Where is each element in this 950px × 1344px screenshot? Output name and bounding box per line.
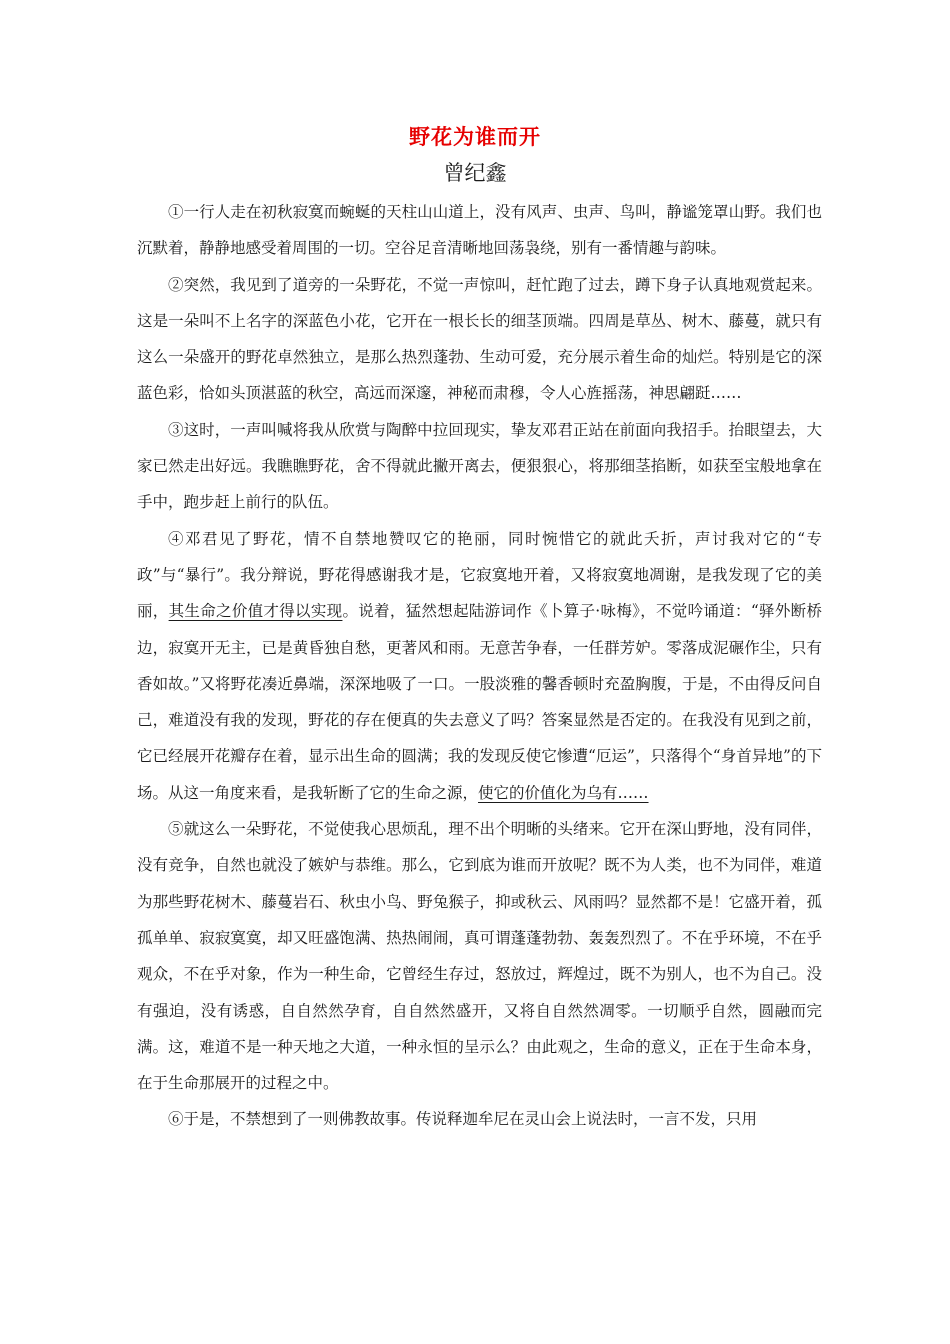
paragraph-4 — [137, 521, 822, 811]
underlined-phrase: 使它的价值化为乌有…… — [478, 783, 649, 802]
paragraph-1 — [137, 194, 822, 267]
paragraph-text: ⑤就这么一朵野花，不觉使我心思烦乱，理不出个明晰的头绪来。它开在深山野地，没有同伴，没有竞争，自然也就没了嫉妒与恭维。那么，它到底为谁而开放呢？既不为人类，也不为同伴，难道为那些野花树木、藤蔓岩石、秋虫小鸟、野兔猴子，抑或秋云、风雨吗？显然都不是！它盛开着，孤孤单单、寂寂寞寞，却又旺盛饱满、热热闹闹，真可谓蓬蓬勃勃、轰轰烈烈了。不在乎环境，不在乎观众，不在乎对象，作为一种生命，它曾经生存过，怒放过，辉煌过，既不为别人，也不为自己。没有强迫，没有诱惑，自自然然孕育，自自然然盛开，又将自自然然凋零。一切顺乎自然，圆融而完满。这，难道不是一种天地之大道，一种永恒的呈示么？由此观之，生命的意义，正在于生命本身，在于生命那展开的过程之中。 — [137, 820, 822, 1093]
paragraph-6 — [137, 1101, 822, 1137]
paragraph-2 — [137, 267, 822, 412]
article-body — [137, 194, 822, 1138]
paragraph-5 — [137, 811, 822, 1101]
underlined-phrase: 其生命之价值才得以实现 — [168, 602, 343, 621]
paragraph-text: ①一行人走在初秋寂寞而蜿蜒的天柱山山道上，没有风声、虫声、鸟叫，静谧笼罩山野。我们也沉默着，静静地感受着周围的一切。空谷足音清晰地回荡袅绕，别有一番情趣与韵味。 — [137, 203, 822, 258]
paragraph-text: ④邓君见了野花，情不自禁地赞叹它的艳丽，同时惋惜它的就此夭折，声讨我对它的“专政”与“暴行”。我分辩说，野花得感谢我才是，它寂寞地开着，又将寂寞地凋谢，是我发现了它的美丽， — [137, 529, 822, 621]
paragraph-3 — [137, 412, 822, 521]
author-name: 曾纪鑫 — [443, 161, 507, 185]
paragraph-text: ⑥于是，不禁想到了一则佛教故事。传说释迦牟尼在灵山会上说法时，一言不发，只用 — [168, 1110, 758, 1129]
document-title: 野花为谁而开 — [409, 124, 541, 149]
paragraph-text: ②突然，我见到了道旁的一朵野花，不觉一声惊叫，赶忙跑了过去，蹲下身子认真地观赏起来。这是一朵叫不上名字的深蓝色小花，它开在一根长长的细茎顶端。四周是草丛、树木、藤蔓，就只有这么一朵盛开的野花卓然独立，是那么热烈蓬勃、生动可爱，充分展示着生命的灿烂。特别是它的深蓝色彩，恰如头顶湛蓝的秋空，高远而深邃，神秘而肃穆，令人心旌摇荡，神思翩跹…… — [137, 275, 822, 403]
paragraph-text: 。说着，猛然想起陆游词作《卜算子·咏梅》，不觉吟诵道：“驿外断桥边，寂寞开无主，已是黄昏独自愁，更著风和雨。无意苦争春，一任群芳妒。零落成泥碾作尘，只有香如故。”又将野花凑近鼻端，深深地吸了一口。一股淡雅的馨香顿时充盈胸腹，于是，不由得反问自己，难道没有我的发现，野花的存在便真的失去意义了吗？答案显然是否定的。在我没有见到之前，它已经展开花瓣存在着，显示出生命的圆满；我的发现反使它惨遭“厄运”，只落得个“身首异地”的下场。从这一角度来看，是我斩断了它的生命之源， — [137, 602, 822, 802]
paragraph-text: ③这时，一声叫喊将我从欣赏与陶醉中拉回现实，挚友邓君正站在前面向我招手。抬眼望去，大家已然走出好远。我瞧瞧野花，舍不得就此撇开离去，便狠狠心，将那细茎掐断，如获至宝般地拿在手中，跑步赶上前行的队伍。 — [137, 420, 822, 512]
